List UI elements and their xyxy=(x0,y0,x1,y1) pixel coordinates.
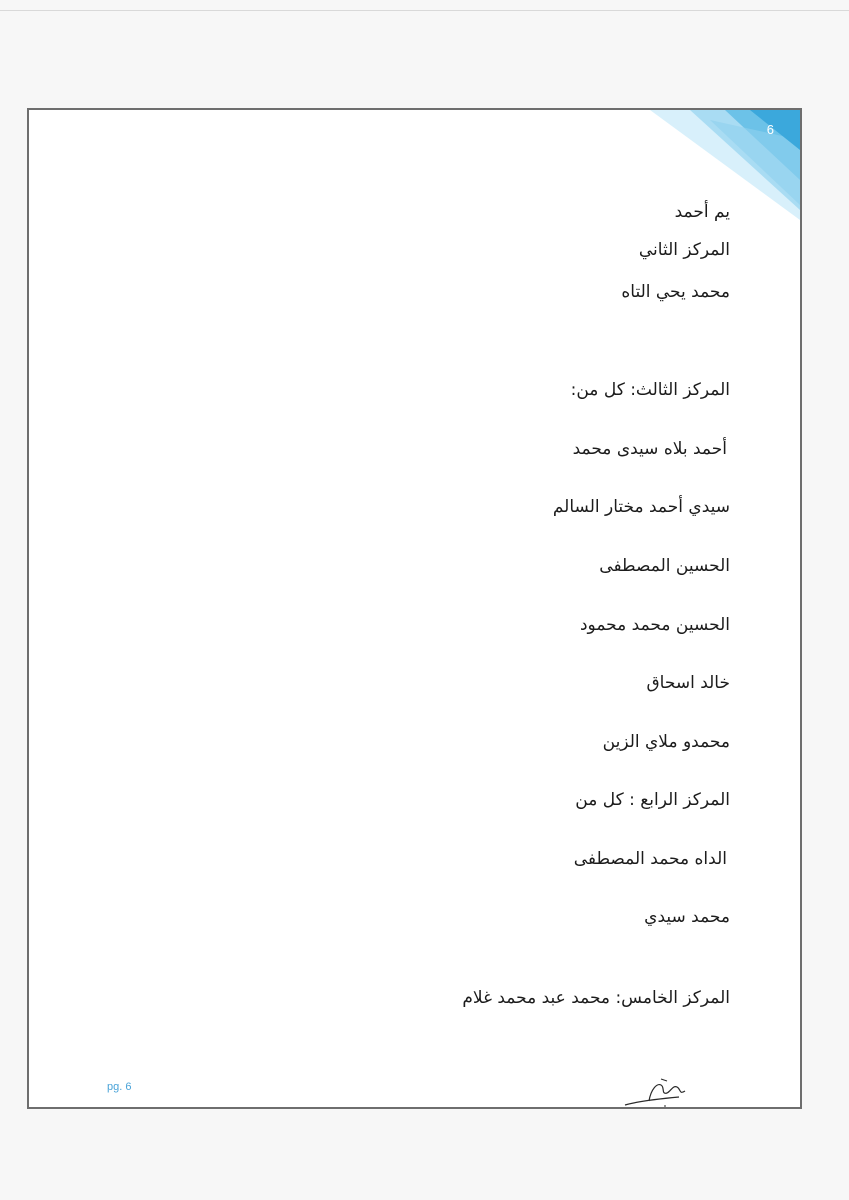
section-heading: المركز الخامس: محمد عبد محمد غلام xyxy=(462,988,730,1008)
text-line: الحسين المصطفى xyxy=(599,556,730,576)
text-line: أحمد بلاه سيدى محمد xyxy=(572,439,727,459)
corner-page-number: 6 xyxy=(766,122,774,137)
text-line: محمد سيدي xyxy=(644,907,730,927)
document-page xyxy=(27,108,802,1109)
text-line: الحسين محمد محمود xyxy=(579,615,730,635)
section-heading: المركز الرابع : كل من xyxy=(575,790,730,810)
scan-edge-line xyxy=(0,10,849,11)
text-line: الداه محمد المصطفى xyxy=(573,849,727,869)
document-content xyxy=(29,110,800,1107)
text-line: خالد اسحاق xyxy=(646,673,730,693)
text-line: سيدي أحمد مختار السالم xyxy=(552,497,730,517)
footer-page-number: pg. 6 xyxy=(107,1081,132,1093)
text-line: محمد يحي التاه xyxy=(621,282,730,302)
text-line: محمدو ملاي الزين xyxy=(602,732,730,752)
text-line: يم أحمد xyxy=(674,202,730,222)
text-line: المركز الثاني xyxy=(638,240,730,260)
signature-mark xyxy=(621,1075,691,1109)
section-heading: المركز الثالث: كل من: xyxy=(570,380,730,400)
